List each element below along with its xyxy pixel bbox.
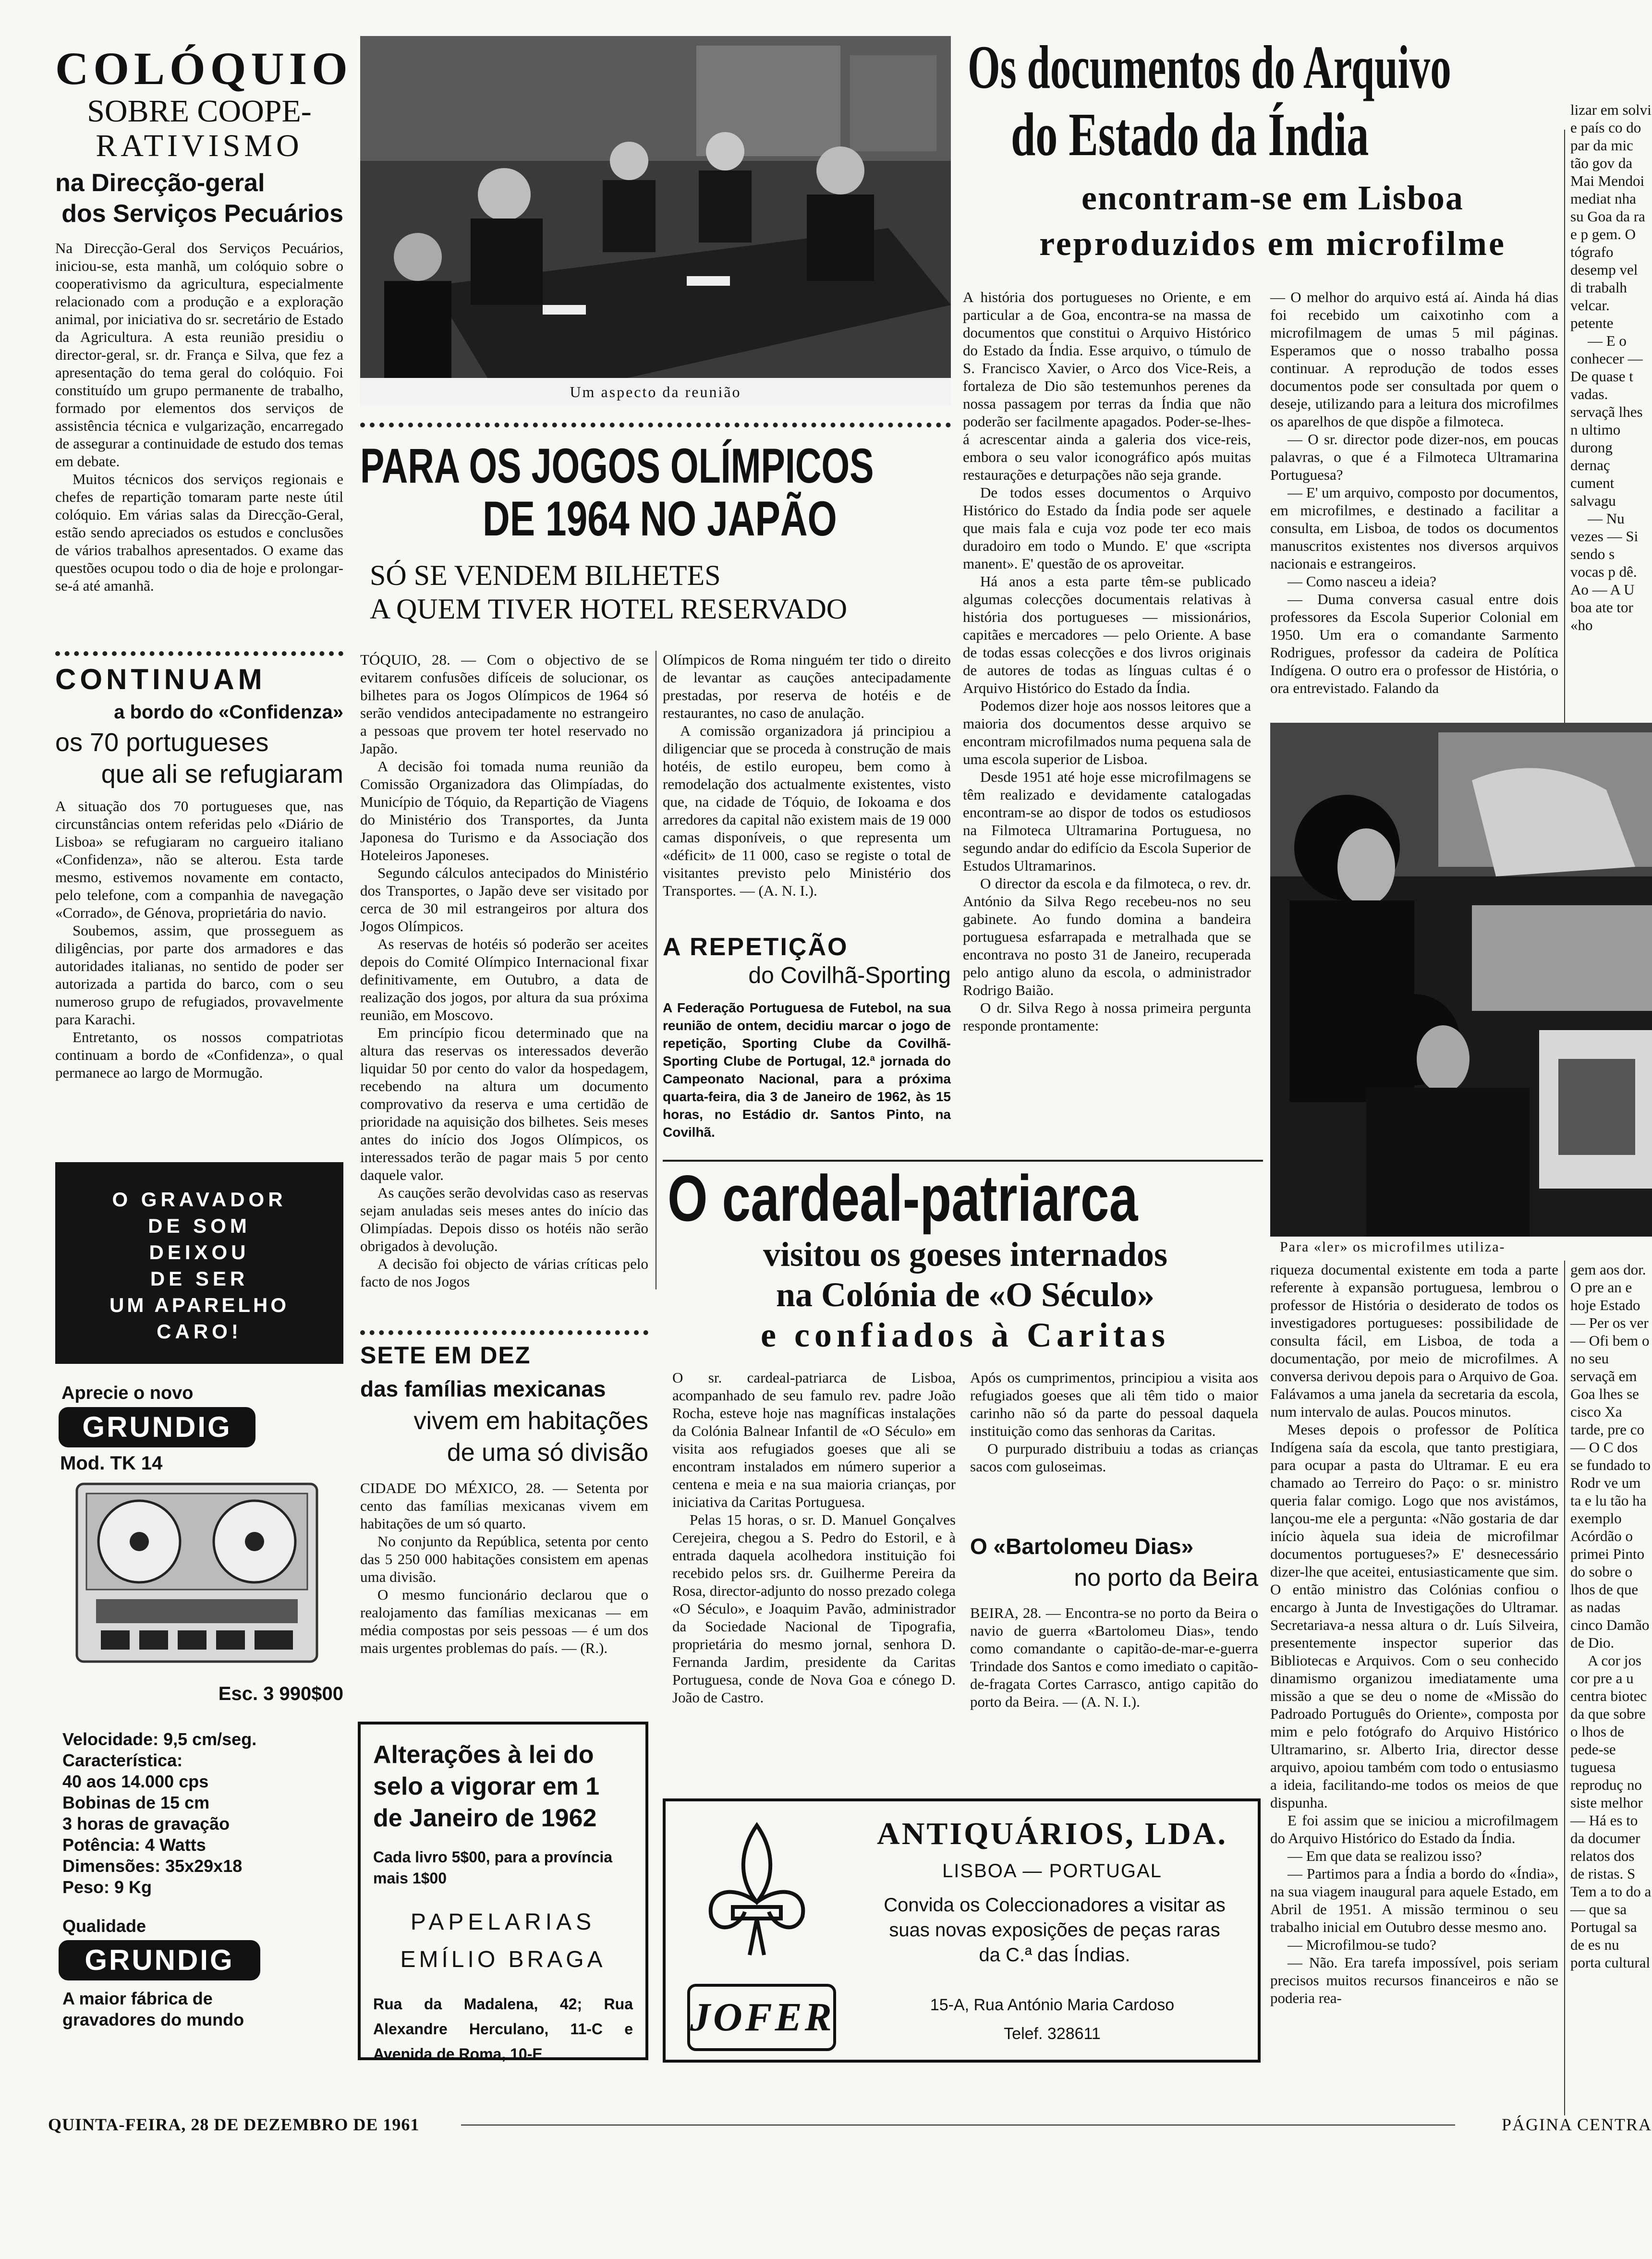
arquivo-p: — Nu vezes — Si sendo s vocas p dê. Ao — A U boa ate tor «ho (1570, 510, 1639, 633)
grundig-brand-logo: GRUNDIG (59, 1407, 255, 1447)
continuam-body3: Entretanto, os nossos compatriotas continuam a bordo de «Confidenza», o qual permanece ao largo de Mormugão. (55, 1029, 343, 1081)
olimpicos-p: As reservas de hotéis só poderão ser aceites depois do Comité Olímpico Internacional fixar definitivamente, em Outubro, a data de realização dos jogos, por altura da sua próxima reunião, em Moscovo. (360, 935, 648, 1023)
divider-mexicanas (360, 1330, 648, 1335)
arquivo-column-rule (1564, 130, 1565, 744)
arquivo-title2 (1011, 101, 1587, 168)
mexicanas-sub2: de uma só divisão (447, 1439, 648, 1467)
spec-line: Dimensões: 35x29x18 (62, 1856, 243, 1876)
arquivo-p: A história dos portugueses no Oriente, e em particular a de Goa, encontra-se na massa de documentos que constitui o Arquivo Histórico do Estado da Índia. Esse arquivo, o túmulo de S. Francisco Xavier, o Arco dos Vice-Reis, a fortaleza de Dio são testemunhos perenes da nossa passagem por terras da Índia que não poderão ser facilmente apagados. Poder-se-lhes-á acrescentar ainda a galeria dos vice-reis, embora o seu valor iconográfico após muitas restaurações e deturpações não seja grande. (963, 289, 1251, 483)
arquivo-title1 (968, 34, 1630, 101)
arquivo-p: A cor jos cor pre a u centra biotec da que sobre o lhos de pede-se tuguesa reproduç no siste melhor — Há es to da documer relatos dos de ristas. S Tem a to do a — que sa Portugal sa de es nu porta cultural (1570, 1652, 1652, 1971)
selo-title: Alterações à lei do selo a vigorar em 1 de Janeiro de 1962 (373, 1741, 600, 1832)
olimpicos-p: A decisão foi tomada numa reunião da Comissão Organizadora das Olimpíadas, do Município de Tóquio, da Repartição de Viagens do Ministério dos Transportes, da Junta Japonesa do Turismo e da Associação dos Hoteleiros Japoneses. (360, 758, 648, 863)
grundig-banner (55, 1162, 343, 1364)
olimpicos-p: Em princípio ficou determinado que na altura das reservas os interessados deverão liquidar 50 por cento do valor da hospedagem, recebendo na altura um documento comprovativo da reserva e uma certidão de prioridade na aquisição dos bilhetes. Seis meses antes do início dos Jogos Olímpicos, os interessados terão de pagar mais 5 por cento daquele valor. (360, 1024, 648, 1183)
antiquarios-address: 15-A, Rua António Maria Cardoso (930, 1996, 1175, 2014)
grundig-banner-line: O GRAVADOR (112, 1188, 287, 1211)
arquivo-lower-col1 (1270, 1261, 1558, 2118)
arquivo-col2 (1270, 288, 1558, 744)
coloquio-sub2: RATIVISMO (96, 128, 303, 163)
repeticao-sub: do Covilhã-Sporting (748, 963, 951, 988)
arquivo-p: — E o conhecer — De quase t vadas. servaçã lhes n ultimo durong dernaç cument salvagu (1570, 332, 1643, 509)
arquivo-p: Podemos dizer hoje aos nossos leitores que a maioria dos documentos desse arquivo se encontram microfilmados numa pequena sala de uma escola superior de Lisboa. (963, 697, 1251, 767)
mexicanas-sub1: vivem em habitações (413, 1407, 648, 1435)
spec-line: Potência: 4 Watts (62, 1835, 206, 1855)
microfilm-photo (1270, 723, 1652, 1237)
grundig-tagline (62, 1988, 331, 2030)
grundig-brand-logo-2: GRUNDIG (59, 1940, 260, 1980)
microfilm-photo-caption: Para «ler» os microfilmes utiliza- (1280, 1239, 1506, 1255)
mexicanas-p: CIDADE DO MÉXICO, 28. — Setenta por cento das famílias mexicanas vivem em habitações de um só quarto. (360, 1480, 648, 1532)
cardeal-sub1: visitou os goeses internados (763, 1235, 1168, 1274)
olimpicos-title1-text: PARA OS JOGOS OLÍMPICOS (360, 438, 874, 493)
arquivo-title1-text: Os documentos do Arquivo (968, 33, 1451, 101)
meeting-photo-image (360, 36, 951, 406)
continuam-title: CONTINUAM (55, 663, 266, 695)
coloquio-article (55, 42, 352, 647)
grundig-tagline-1: A maior fábrica de (62, 1989, 213, 2008)
cardeal-col2 (970, 1369, 1258, 1475)
repeticao-title: A REPETIÇÃO (663, 933, 849, 961)
bartolomeu-body: BEIRA, 28. — Encontra-se no porto da Beira o navio de guerra «Bartolomeu Dias», tendo como comandante o capitão-de-mar-e-guerra Trindade dos Santos e como imediato o capitão-de-fragata Cortes Carrasco, antigo capitão do porto da Beira. — (A. N. I.). (970, 1604, 1258, 1710)
continuam-sub3: que ali se refugiaram (101, 760, 343, 789)
tape-recorder-image (58, 1479, 336, 1671)
coloquio-sub1: SOBRE COOPE- (87, 94, 312, 129)
arquivo-p: Há anos a esta parte têm-se publicado algumas colecções documentais relativas à história dos portugueses — missionários, capitães e mercadores — pelo Oriente. A base de todas essas colecções e dos livros originais de autores de todas as línguas cultas é o Arquivo Histórico do Estado da Índia. (963, 573, 1251, 696)
coloquio-sub3: na Direcção-geral (55, 169, 265, 197)
bartolomeu-article (970, 1532, 1258, 1782)
arquivo-p: O dr. Silva Rego à nossa primeira pergunta responde prontamente: (963, 999, 1251, 1034)
olimpicos-col2 (663, 651, 951, 899)
cardeal-title-text: O cardeal-patriarca (668, 1162, 1138, 1235)
jofer-logo: JOFER (687, 1984, 836, 2051)
olimpicos-title2 (483, 492, 951, 545)
continuam-sub2: os 70 portugueses (55, 728, 269, 757)
arquivo-p: E foi assim que se iniciou a microfilmagem do Arquivo Histórico do Estado da Índia. (1270, 1812, 1558, 1846)
continuam-article (55, 663, 343, 1148)
grundig-banner-line: DE SOM (148, 1215, 251, 1237)
olimpicos-p: Olímpicos de Roma ninguém ter tido o direito de levantar as cauções antecipadamente prestadas, por reserva de hotéis e de restaurantes, no caso de anulação. (663, 651, 951, 721)
arquivo-p: — E' um arquivo, composto por documentos, em microfilmes, e destinado a facilitar a consulta, em Lisboa, de todos os documentos manuscritos existentes nos diversos arquivos nacionais e estrangeiros. (1270, 484, 1558, 572)
arquivo-p: — O melhor do arquivo está aí. Ainda há dias foi recebido um caixotinho com a microfilmagem de umas 5 mil páginas. Esperamos que o nosso trabalho possa continuar. A reprodução de todos esses documentos pode ser consultada por quem o deseje, utilizando para a leitura dos microfilmes os aparelhos de que dispõe a filmoteca. (1270, 289, 1558, 430)
arquivo-p: lizar em solvi e país co do par da mic tão gov da Mai Mendoi mediat nha su Goa da ra e p gem. O tógrafo desemp vel di trabalh velcar. petente (1570, 101, 1652, 331)
grundig-banner-line: DEIXOU (149, 1241, 250, 1263)
repeticao-body: A Federação Portuguesa de Futebol, na sua reunião de ontem, decidiu marcar o jogo de repetição, Sporting Clube da Covilhã-Sporting Clube de Portugal, 12.ª jornada do Campeonato Nacional, para a próxima quarta-feira, dia 3 de Janeiro de 1962, às 15 horas, no Estádio dr. Santos Pinto, na Covilhã. (663, 1000, 951, 1140)
arquivo-p: riqueza documental existente em toda a parte referente à expansão portuguesa, lembrou o professor de História o desiderato de todos os investigadores portugueses: possibilidade de consulta fácil, em Lisboa, de toda a documentação, por meio de microfilmes. A conversa derivou depois para o Arquivo de Goa. Falávamos a uma janela da secretaria da escola, num intervalo de aulas. Poucos minutos. (1270, 1261, 1558, 1420)
mexicanas-p: No conjunto da República, setenta por cento das 5 250 000 habitações consistem em apenas uma divisão. (360, 1533, 648, 1585)
cardeal-p: O purpurado distribuiu a todas as crianças sacos com guloseimas. (970, 1440, 1258, 1475)
selo-body: Cada livro 5$00, para a província mais 1$00 (373, 1848, 613, 1887)
spec-line: 40 aos 14.000 cps (62, 1772, 209, 1791)
microfilm-photo-image (1270, 723, 1652, 1237)
grundig-specs (62, 1729, 351, 1898)
cardeal-p: Após os cumprimentos, principiou a visita aos refugiados goeses que ali têm tido o maior carinho não só da parte do pessoal daquela instituição como das senhoras da Caritas. (970, 1369, 1258, 1439)
meeting-photo (360, 36, 951, 406)
selo-address: Rua da Madalena, 42; Rua Alexandre Herculano, 11-C e Avenida de Roma, 10-E (373, 1995, 633, 2063)
grundig-aprecie: Aprecie o novo (61, 1383, 194, 1403)
repeticao-article (663, 932, 951, 1162)
grundig-banner-line: DE SER (150, 1267, 249, 1290)
arquivo-col1 (963, 288, 1251, 1196)
antiquarios-city: LISBOA — PORTUGAL (942, 1860, 1162, 1882)
spec-line: Bobinas de 15 cm (62, 1793, 210, 1812)
spec-line: Peso: 9 Kg (62, 1877, 152, 1897)
selo-emilio: EMÍLIO BRAGA (400, 1947, 606, 1972)
olimpicos-p: TÓQUIO, 28. — Com o objectivo de se evitarem confusões difíceis de solucionar, os bilhetes para os Jogos Olímpicos de 1964 só serão vendidos antecipadamente no estrangeiro a pessoas que provem ter hotel reservado no Japão. (360, 651, 648, 757)
grundig-banner-line: UM APARELHO (109, 1294, 289, 1316)
antiquarios-body: Convida os Coleccionadores a visitar as suas novas exposições de peças raras da C.ª das Índias. (884, 1895, 1226, 1966)
divider-coloquio (55, 651, 343, 656)
cardeal-sub3: e confiados à Caritas (761, 1316, 1170, 1354)
arquivo-sub2: reproduzidos em microfilme (1039, 224, 1506, 263)
spec-line: Velocidade: 9,5 cm/seg. (62, 1729, 257, 1749)
olimpicos-sub1: SÓ SE VENDEM BILHETES (370, 559, 721, 591)
arquivo-p: — O sr. director pode dizer-nos, em poucas palavras, o que é a Filmoteca Ultramarina Portuguesa? (1270, 431, 1558, 483)
selo-ad (358, 1722, 648, 2063)
mexicanas-title1: SETE EM DEZ (360, 1342, 531, 1369)
olimpicos-p: A comissão organizadora já principiou a diligenciar que se proceda à construção de mais hotéis, de estilo europeu, bem como à remodelação dos actualmente existentes, visto que, na cidade de Tóquio, de Iokoama e dos arredores da capital não existem mais de 19 000 camas disponíveis, o que representa um «déficit» de 11 000, caso se registe o total de visitantes previsto pelo Ministério dos Transportes. — (A. N. I.). (663, 722, 951, 899)
fleur-de-lis-icon (692, 1821, 822, 1965)
continuam-body2: Soubemos, assim, que prosseguem as diligências, por parte dos armadores e das autoridades italianas, no sentido de poder ser autorizada a partida do barco, com o seu numeroso grupo de refugiados, provavelmente para Karachi. (55, 922, 343, 1028)
footer-date: QUINTA-FEIRA, 28 DE DEZEMBRO DE 1961 (48, 2115, 420, 2134)
coloquio-body: Na Direcção-Geral dos Serviços Pecuários, iniciou-se, esta manhã, um colóquio sobre o cooperativismo da agricultura, especialmente relacionado com a produção e a exploração animal, por iniciativa do sr. secretário de Estado da Agricultura. A esta reunião presidiu o director-geral, sr. dr. França e Silva, que fez a apresentação do tema geral do colóquio. Foi constituído um grupo permanente de trabalho, formado por elementos dos serviços de assistência técnica e vulgarização, encarregado de assegurar a continuidade de estudo dos temas em debate. (55, 240, 344, 470)
grundig-quality: Qualidade (62, 1916, 146, 1936)
olimpicos-p: A decisão foi objecto de várias críticas pelo facto de nos Jogos (360, 1255, 648, 1290)
continuam-body: A situação dos 70 portugueses que, nas circunstâncias ontem referidas pelo «Diário de Lisboa» se refugiaram no cargueiro italiano «Confidenza», não se alterou. Esta tarde mesmo, estivemos novamente em contacto, pelo telefone, com a companhia de navegação «Corrado», de Génova, proprietária do navio. (55, 798, 343, 921)
mexicanas-p: O mesmo funcionário declarou que o realojamento das famílias mexicanas — em média compostas por seis pessoas — é um dos mais urgentes problemas do país. — (R.). (360, 1586, 648, 1656)
arquivo-p: — Não. Era tarefa impossível, pois seriam precisos muitos recursos financeiros e não se poderia rea- (1270, 1954, 1558, 2006)
cardeal-p: Pelas 15 horas, o sr. D. Manuel Gonçalves Cerejeira, chegou a S. Pedro do Estoril, e à entrada daquela acolhedora instituição foi recebido pelos srs. dr. Guilherme Pereira da Rosa, director-adjunto do nosso prezado colega «O Século», e Joaquim Pavão, administrador da Sociedade Nacional de Tipografia, proprietária do mesmo jornal, senhora D. Fernanda Jardim, presidente da Caritas Portuguesa, conde de Nova Goa e cónego D. João de Castro. (672, 1511, 956, 1706)
arquivo-lower-rule (1564, 1261, 1565, 2115)
spec-line: Característica: (62, 1750, 183, 1770)
antiquarios-ad (663, 1798, 1261, 2063)
arquivo-p: — Em que data se realizou isso? (1288, 1847, 1482, 1864)
arquivo-title2-text: do Estado da Índia (1011, 100, 1369, 169)
arquivo-p: De todos esses documentos o Arquivo Histórico do Estado da Índia pode ser aquele que mais fala e cuja voz pode ter eco mais duradoiro em todo o Mundo. E' que «scripta manent». E' questão de os aproveitar. (963, 484, 1251, 572)
antiquarios-phone: Telef. 328611 (1004, 2025, 1101, 2043)
olimpicos-col1 (360, 651, 648, 1323)
coloquio-title: COLÓQUIO (55, 43, 352, 94)
mexicanas-title2: das famílias mexicanas (360, 1376, 606, 1401)
divider-photo (360, 423, 951, 427)
olimpicos-sub2: A QUEM TIVER HOTEL RESERVADO (370, 593, 848, 625)
grundig-price: Esc. 3 990$00 (218, 1683, 343, 1704)
coloquio-body2: Muitos técnicos dos serviços regionais e chefes de repartição tomaram parte neste útil colóquio. Em várias salas da Direcção-Geral, estão sendo apreciados os estudos e conclusões de vários trabalhos apresentados. O exame das questões ocupou todo o dia de hoje e prolongar-se-á até amanhã. (55, 471, 343, 594)
bartolomeu-title: O «Bartolomeu Dias» (970, 1534, 1194, 1559)
arquivo-p: — Microfilmou-se tudo? (1288, 1936, 1436, 1953)
arquivo-col3 (1570, 101, 1652, 744)
olimpicos-p: Segundo cálculos antecipados do Ministério dos Transportes, o Japão deve ser visitado por cerca de 30 mil estrangeiros por altura dos Jogos Olímpicos. (360, 864, 648, 935)
cardeal-col1 (672, 1369, 956, 1786)
arquivo-p: Meses depois o professor de Política Indígena saía da escola, que tanto prestigiara, para ocupar a pasta do Ultramar. E eu era chamado ao Terreiro do Paço: o sr. ministro queria falar comigo. Logo que nos avistámos, lançou-me ele a pergunta: «Não gostaria de dar início àquela sua ideia de microfilmar documentos portugueses?» E' desnecessário dizer-lhe que aceitei, entusiasticamente que sim. O então ministro das Colónias confiou o encargo à Junta de Investigações do Ultramar. Secretariava-a nessa altura o dr. Luís Silveira, presentemente inspector superior das Bibliotecas e Arquivos. Com o seu conhecido dinamismo organizou imediatamente uma missão a que se deu o nome de «Missão do Padroado Português do Oriente», composta por mim e pelo fotógrafo do Arquivo Histórico Ultramarino, sr. Alberto Iria, director desse arquivo, apoiou também com todo o entusiasmo a ideia, facilitando-me todos os meios de que dispunha. (1270, 1421, 1558, 1811)
grundig-banner-line: CARO! (157, 1320, 242, 1343)
grundig-tagline-2: gravadores do mundo (62, 2010, 244, 2029)
antiquarios-title: ANTIQUÁRIOS, LDA. (877, 1816, 1227, 1851)
arquivo-sub1: encontram-se em Lisboa (1081, 179, 1464, 217)
olimpicos-title1 (360, 439, 951, 492)
spec-line: 3 horas de gravação (62, 1814, 230, 1834)
arquivo-p: — Partimos para a Índia a bordo do «Índia», na sua viagem inaugural para aquele Estado, em Abril de 1951. A missão terminou o seu trabalho inicial em Outubro desse mesmo ano. (1270, 1865, 1558, 1935)
mexicanas-article (360, 1340, 648, 1714)
olimpicos-title2-text: DE 1964 NO JAPÃO (483, 491, 837, 546)
coloquio-sub4: dos Serviços Pecuários (61, 200, 343, 228)
bartolomeu-sub: no porto da Beira (1074, 1564, 1258, 1591)
arquivo-lower-col2 (1570, 1261, 1652, 2118)
cardeal-sub2: na Colónia de «O Século» (776, 1275, 1155, 1314)
cardeal-title (668, 1162, 1268, 1234)
meeting-photo-caption: Um aspecto da reunião (360, 378, 951, 406)
arquivo-p: — Como nasceu a ideia? (1288, 573, 1436, 590)
arquivo-p: — Duma conversa casual entre dois professores da Escola Superior Colonial em 1950. Um era o comandante Sarmento Rodrigues, professor da cadeira de Política Indígena. O outro era o professor de História, o ora entrevistado. Falando da (1270, 591, 1558, 696)
selo-papelarias: PAPELARIAS (410, 1909, 596, 1935)
arquivo-p: O director da escola e da filmoteca, o rev. dr. António da Silva Rego recebeu-nos no seu gabinete. Ao fundo domina a bandeira portuguesa esfarrapada e metralhada que se encontrava no posto 31 de Janeiro, recuperada pelo antigo aluno da escola, o administrador Rodrigo Baião. (963, 875, 1251, 998)
continuam-sub1: a bordo do «Confidenza» (114, 702, 343, 723)
olimpicos-p: As cauções serão devolvidas caso as reservas sejam anuladas seis meses antes do início das Olimpíadas. Depois disso os hotéis não serão obrigados à devolução. (360, 1184, 648, 1254)
arquivo-p: gem aos dor. O pre an e hoje Estado — Per os ver — Ofi bem o no seu servaçã em Goa lhes se cisco Xa tarde, pre co — O C dos se fundado to Rodr ve um ta e lu tão ha exemplo Acórdão o primei Pinto do sobre o lhos de que as nadas cinco Damão de Dio. (1570, 1261, 1651, 1651)
grundig-model: Mod. TK 14 (60, 1453, 163, 1474)
cardeal-p: O sr. cardeal-patriarca de Lisboa, acompanhado de seu famulo rev. padre João Rocha, esteve hoje nas magníficas instalações da Colónia Balnear Infantil de «O Século» em visita aos refugiados goeses que ali se encontram instalados em número superior a centena e meia e na sua maioria crianças, por iniciativa da Caritas Portuguesa. (672, 1369, 956, 1510)
arquivo-p: Desde 1951 até hoje esse microfilmagens se têm realizado e devidamente catalogadas encontram-se ao dispor de todos os estudiosos na Filmoteca Ultramarina Portuguesa, no segundo andar do edifício da Escola Superior de Estudos Ultramarinos. (963, 768, 1251, 874)
footer-page: PÁGINA CENTRA (1501, 2115, 1652, 2134)
